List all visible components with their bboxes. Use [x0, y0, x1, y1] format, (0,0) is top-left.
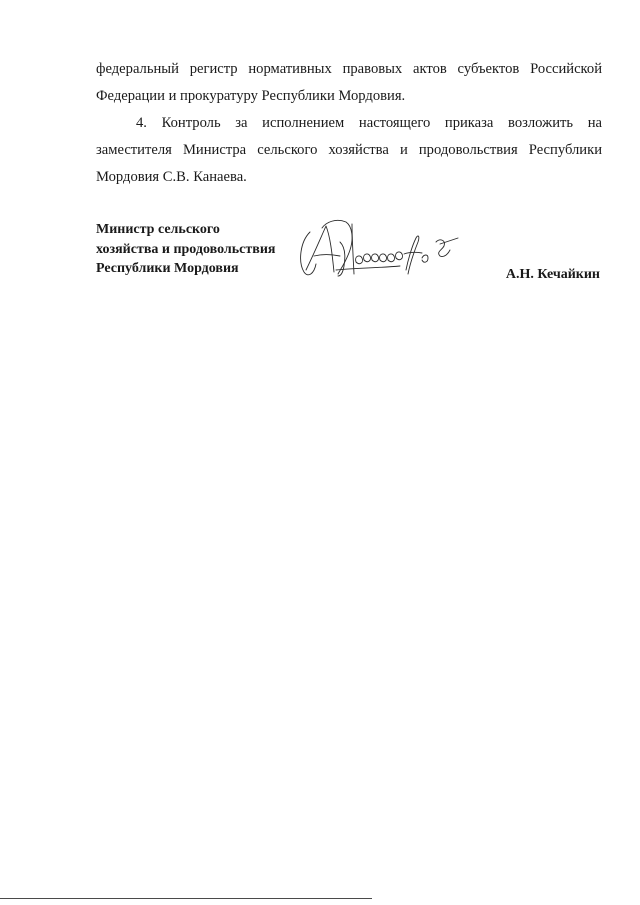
- position-line-1: Министр сельского: [96, 222, 220, 237]
- handwritten-signature: [296, 218, 472, 280]
- signature-block: [96, 220, 602, 290]
- position-line-3: Республики Мордовия: [96, 261, 239, 276]
- paragraph-4: 4. Контроль за исполнением настоящего приказа возложить на заместителя Министра сельского хозяйства и продовольствия Республики Мордовия С.В. Канаева.: [96, 115, 602, 185]
- signer-name: А.Н. Кечайкин: [505, 267, 600, 282]
- signer-position: [96, 220, 275, 279]
- paragraph-continued: федеральный регистр нормативных правовых актов субъектов Российской Федерации и прокуратуру Республики Мордовия.: [96, 61, 602, 104]
- footer-rule: [0, 898, 372, 899]
- document-body: [96, 56, 602, 191]
- position-line-2: хозяйства и продовольствия: [96, 241, 276, 257]
